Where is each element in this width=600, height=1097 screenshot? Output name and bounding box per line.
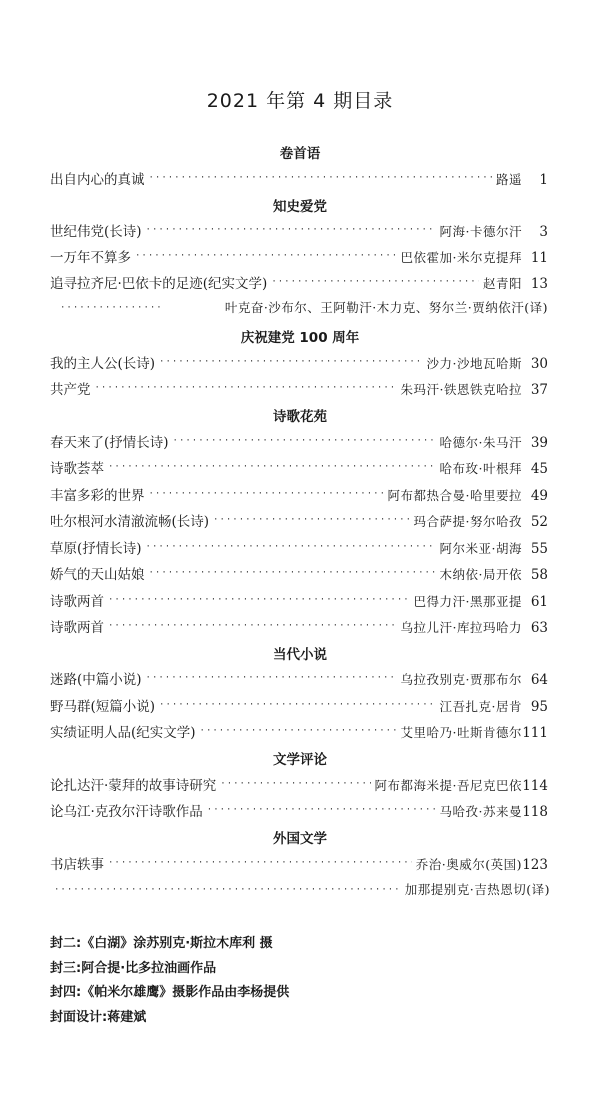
entry-author: 沙力·沙地瓦哈斯: [426, 356, 522, 371]
entry-page: 64: [530, 672, 548, 688]
entry-title: 丰富多彩的世界: [50, 488, 145, 504]
entry-title: 出自内心的真诚: [50, 172, 145, 188]
entry-page: 45: [530, 461, 548, 477]
entry-page: 114: [522, 778, 548, 794]
entry-author: 赵青阳: [482, 276, 522, 291]
entry-title: 野马群(短篇小说): [50, 699, 156, 715]
toc-entry[interactable]: [50, 616, 548, 636]
entry-page: 123: [522, 857, 548, 873]
entry-title: 实绩证明人品(纪实文学): [50, 725, 196, 741]
toc-entry[interactable]: [50, 668, 548, 688]
dot-leader: [54, 885, 399, 895]
toc-entry[interactable]: [50, 510, 548, 530]
entry-author: 哈德尔·朱马汗: [439, 435, 522, 450]
entry-page: 58: [530, 567, 548, 583]
entry-page: 111: [522, 725, 548, 741]
entry-title: 草原(抒情长诗): [50, 541, 142, 557]
entry-title: 诗歌荟萃: [50, 461, 104, 477]
dot-leader: [173, 436, 436, 446]
dot-leader: [108, 621, 397, 631]
section-heading: 文学评论: [273, 752, 327, 768]
entry-author: 乌拉孜别克·贾那布尔: [400, 672, 522, 687]
section-heading: 卷首语: [279, 146, 321, 162]
toc-entry[interactable]: [50, 272, 548, 292]
page-title: 2021 年第 4 期目录: [206, 90, 394, 112]
entry-author: 阿布都热合曼·哈里要拉: [387, 488, 522, 503]
entry-page: 39: [530, 435, 548, 451]
dot-leader: [159, 357, 422, 367]
dot-leader: [135, 251, 397, 261]
entry-author: 玛合萨提·努尔哈孜: [413, 514, 522, 529]
entry-author: 朱玛汗·铁恩铁克哈拉: [400, 382, 522, 397]
section-heading: 当代小说: [273, 647, 327, 663]
entry-page: 52: [530, 514, 548, 530]
entry-page: 11: [530, 250, 548, 266]
cover-note: 封二:《白湖》涂苏别克·斯拉木库利 摄: [50, 936, 273, 951]
entry-author: 巴依霍加·米尔克提拜: [400, 250, 522, 265]
dot-leader: [146, 673, 397, 683]
entry-page: 63: [530, 620, 548, 636]
cover-notes: [50, 932, 289, 1030]
entry-page: 30: [530, 356, 548, 372]
dot-leader: [200, 726, 397, 736]
entry-page: 37: [530, 382, 548, 398]
entry-title: 世纪伟党(长诗): [50, 224, 142, 240]
entry-author: 阿尔米亚·胡海: [439, 541, 522, 556]
entry-title: 娇气的天山姑娘: [50, 567, 145, 583]
section-heading: 知史爱党: [273, 199, 327, 215]
section-heading: 诗歌花苑: [273, 409, 327, 425]
entry-page: 3: [539, 224, 548, 240]
dot-leader: [207, 805, 436, 815]
entry-title: 迷路(中篇小说): [50, 672, 142, 688]
toc-entry[interactable]: [50, 800, 548, 820]
entry-title: 共产党: [50, 382, 91, 398]
entry-author: 路遥: [495, 172, 522, 187]
entry-title: 诗歌两首: [50, 620, 104, 636]
entry-title: 书店轶事: [50, 857, 104, 873]
entry-author: 阿海·卡德尔汗: [439, 224, 522, 239]
toc-entry[interactable]: [50, 168, 548, 188]
toc-entry[interactable]: [50, 352, 548, 372]
toc-entry[interactable]: [50, 484, 548, 504]
toc-entry[interactable]: [50, 721, 548, 741]
entry-title: 追寻拉齐尼·巴依卡的足迹(纪实文学): [50, 276, 268, 292]
toc-entry[interactable]: [50, 431, 548, 451]
dot-leader: [159, 700, 435, 710]
entry-author: 艾里哈乃·吐斯肯德尔: [400, 725, 522, 740]
cover-note: 封三:阿合提·比多拉油画作品: [50, 960, 217, 976]
cover-note: 封面设计:蒋建斌: [50, 1009, 147, 1025]
toc-entry[interactable]: [50, 220, 548, 240]
entry-page: 1: [539, 172, 548, 188]
entry-page: 118: [522, 804, 548, 820]
toc-entry[interactable]: [50, 774, 548, 794]
entry-title: 论扎达汗·蒙拜的故事诗研究: [50, 778, 217, 794]
dot-leader: [108, 462, 436, 472]
entry-author: 巴得力汗·黑那亚提: [413, 594, 522, 609]
entry-author: 乔治·奥威尔(英国): [415, 857, 522, 872]
entry-author: 江吾扎克·居肯: [439, 699, 522, 714]
entry-title: 春天来了(抒情长诗): [50, 435, 169, 451]
entry-author: 哈布玫·叶根拜: [439, 461, 522, 476]
dot-leader: [146, 225, 436, 235]
toc-entry[interactable]: [50, 853, 548, 873]
section-heading: 外国文学: [273, 831, 327, 847]
toc-entry[interactable]: [50, 695, 548, 715]
entry-page: 95: [530, 699, 548, 715]
entry-page: 13: [530, 276, 548, 292]
entry-title: 我的主人公(长诗): [50, 356, 156, 372]
section-heading: 庆祝建党 100 周年: [240, 330, 360, 346]
entry-author: 叶克奋·沙布尔、王阿勒汗·木力克、努尔兰·贾纳依汗(译): [224, 300, 548, 315]
toc-entry[interactable]: [50, 537, 548, 557]
toc-entry-continuation: [50, 298, 548, 318]
entry-author: 阿布都海米提·吾尼克巴依: [374, 778, 522, 793]
dot-leader: [220, 779, 370, 789]
entry-title: 诗歌两首: [50, 594, 104, 610]
toc-entry[interactable]: [50, 590, 548, 610]
toc-entry[interactable]: [50, 378, 548, 398]
entry-page: 49: [530, 488, 548, 504]
dot-leader: [213, 515, 409, 525]
dot-leader: [60, 303, 160, 313]
toc-entry[interactable]: [50, 563, 548, 583]
toc-entry[interactable]: [50, 457, 548, 477]
dot-leader: [108, 858, 412, 868]
dot-leader: [149, 489, 384, 499]
entry-title: 吐尔根河水清澈流畅(长诗): [50, 514, 210, 530]
dot-leader: [149, 568, 436, 578]
entry-author: 乌拉儿汗·库拉玛哈力: [400, 620, 522, 635]
toc-entry-continuation: [50, 880, 550, 900]
dot-leader: [146, 542, 436, 552]
entry-author: 加那提别克·吉热恩切(译): [404, 882, 550, 897]
entry-title: 一万年不算多: [50, 250, 131, 266]
dot-leader: [149, 173, 492, 183]
dot-leader: [108, 595, 410, 605]
dot-leader: [95, 383, 397, 393]
entry-title: 论乌江·克孜尔汗诗歌作品: [50, 804, 203, 820]
entry-page: 61: [530, 594, 548, 610]
toc-entry[interactable]: [50, 246, 548, 266]
entry-page: 55: [530, 541, 548, 557]
cover-note: 封四:《帕米尔雄鹰》摄影作品由李杨提供: [50, 985, 290, 1000]
entry-author: 木纳依·局开依: [439, 567, 522, 582]
entry-author: 马哈孜·苏来曼: [439, 804, 522, 819]
dot-leader: [271, 277, 479, 287]
